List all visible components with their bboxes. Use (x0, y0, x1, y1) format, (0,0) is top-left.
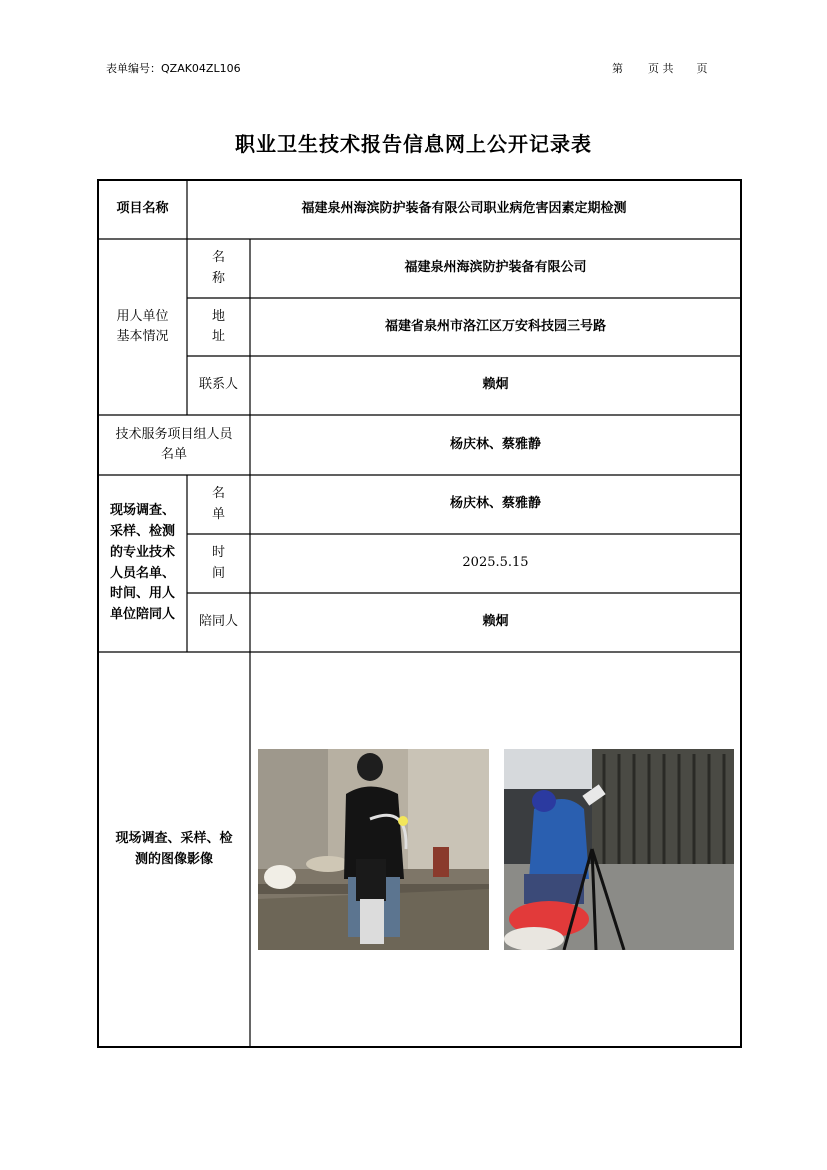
form-number: 表单编号：QZAK04ZL106 (106, 62, 241, 75)
employer-name-value: 福建泉州海滨防护装备有限公司 (404, 260, 587, 276)
page-label-3: 页 (696, 62, 708, 75)
employer-label: 用人单位 基本情况 (116, 308, 169, 344)
project-value: 福建泉州海滨防护装备有限公司职业病危害因素定期检测 (301, 201, 627, 217)
team-value: 杨庆林、蔡雅静 (449, 436, 541, 452)
survey-names-value: 杨庆林、蔡雅静 (449, 496, 541, 512)
team-label: 技术服务项目组人员 名单 (115, 426, 233, 462)
page-counter (612, 60, 708, 76)
site-photo-sampling-worker (258, 749, 489, 950)
survey-escort-value: 赖炯 (482, 614, 509, 630)
survey-names-label: 名单 (211, 486, 239, 522)
employer-address-label: 地址 (211, 308, 239, 344)
survey-escort-label: 陪同人 (198, 614, 238, 630)
photo-1-illustration (258, 749, 489, 950)
employer-contact-label: 联系人 (198, 377, 238, 393)
images-label: 现场调查、采样、检 测的图像影像 (115, 831, 233, 867)
page-label-1: 第 (612, 62, 623, 75)
survey-label: 现场调查、 采样、检测 的专业技术 人员名单、 时间、用人 单位陪同人 (109, 503, 175, 623)
photo-2-illustration (504, 749, 734, 950)
employer-address-value: 福建省泉州市洛江区万安科技园三号路 (384, 318, 606, 334)
survey-time-value: 2025.5.15 (462, 555, 529, 571)
page-label-2: 页 共 (648, 62, 674, 75)
survey-time-label: 时间 (211, 545, 239, 581)
employer-contact-value: 赖炯 (482, 377, 509, 393)
site-photo-noise-measurement (504, 749, 734, 950)
project-label: 项目名称 (116, 201, 169, 217)
employer-name-label: 名称 (211, 250, 239, 286)
page-title: 职业卫生技术报告信息网上公开记录表 (235, 132, 592, 156)
